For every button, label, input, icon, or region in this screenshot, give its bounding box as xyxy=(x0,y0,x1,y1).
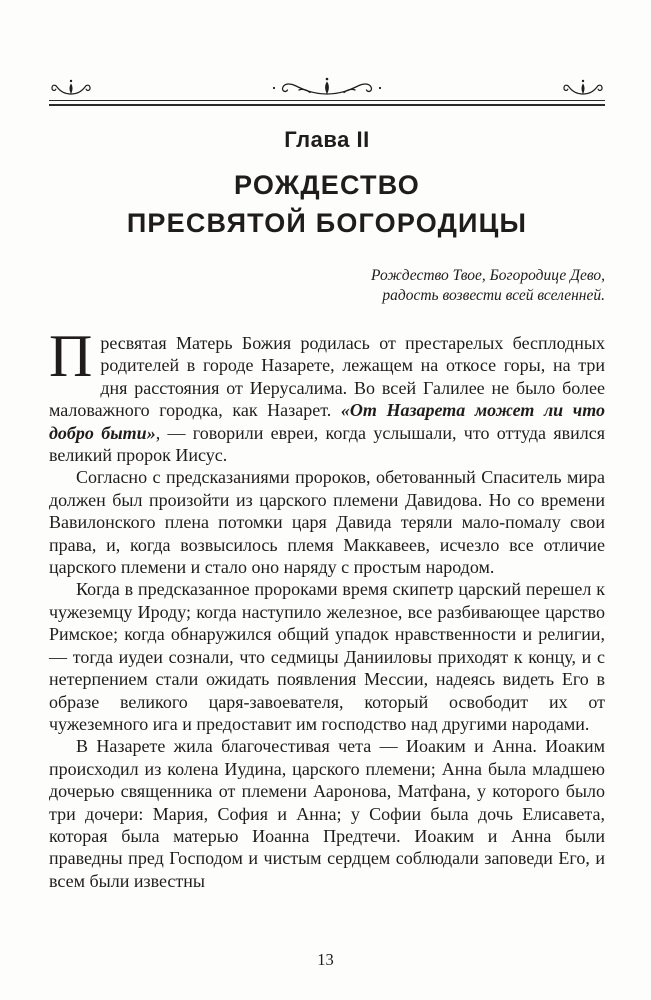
flourish-wide-icon xyxy=(262,76,392,98)
text-segment: «От Назарета может ли что добро быти» xyxy=(49,400,605,443)
epigraph-line-1: Рождество Твое, Богородице Дево, xyxy=(371,267,605,284)
chapter-title-line-2: ПРЕСВЯТОЙ БОГОРОДИЦЫ xyxy=(126,208,528,238)
header-ornament-band xyxy=(49,74,605,106)
text-segment: Когда в предсказанное пророками время скипетр царский перешел к чужеземцу Ироду; когда наступило железное, все разбивающее царство Римское; когда обнаружился общий упадок нравственности и религии, — тогда иудеи сознали, что седмицы Данииловы приходят к концу, и с нетерпением стали ожидать появления Мессии, надеясь видеть Его в образе великого царя-завоевателя, который освободит их от чужеземного ига и предоставит им господство над другими народами. xyxy=(49,579,605,734)
paragraph xyxy=(49,466,605,578)
chapter-label: Глава II xyxy=(284,127,370,152)
text-segment: В Назарете жила благочестивая чета — Иоаким и Анна. Иоаким происходил из колена Иудина, царского племени; Анна была младшею дочерью священника от племени Ааронова, Матфана, у которого было три дочери: Мария, София и Анна; у Софии была дочь Елисавета, которая была матерью Иоанна Предтечи. Иоаким и Анна были праведны пред Господом и чистым сердцем соблюдали заповеди Его, и всем были известны xyxy=(49,736,605,891)
page-content xyxy=(49,0,605,892)
header-rule-thin xyxy=(49,100,605,101)
epigraph-line-2: радость возвести всей вселенней. xyxy=(382,287,605,304)
chapter-title-line-1: РОЖДЕСТВО xyxy=(234,170,420,200)
flourish-icon xyxy=(561,78,605,98)
ornament-row xyxy=(49,74,605,98)
paragraph xyxy=(49,323,606,466)
text-segment: ресвятая Матерь Божия родилась от престарелых бесплодных родителей в городе Назарете, лежащем на откосе горы, на три дня расстояния от Иерусалима. Во всей Галилее не было более маловажного городка, как Назарет. xyxy=(49,333,605,421)
page-number: 13 xyxy=(317,950,334,969)
text-segment: Согласно с предсказаниями пророков, обетованный Спаситель мира должен был произойти из царского племени Давидова. Но со времени Вавилонского плена потомки царя Давида теряли мало-помалу свои права, и, когда возвысилось племя Маккавеев, исчезло все отличие царского племени и стало оно наряду с простым народом. xyxy=(49,467,605,578)
chapter-title xyxy=(49,166,605,242)
header-rule-thick xyxy=(49,104,605,106)
paragraph xyxy=(49,578,605,735)
epigraph xyxy=(49,266,605,306)
dropcap-letter: П xyxy=(49,323,93,389)
text-segment: , — говорили евреи, когда услышали, что оттуда явился великий пророк Иисус. xyxy=(49,422,606,466)
paragraph xyxy=(49,735,605,892)
body-text xyxy=(49,323,606,892)
flourish-icon xyxy=(49,78,93,98)
